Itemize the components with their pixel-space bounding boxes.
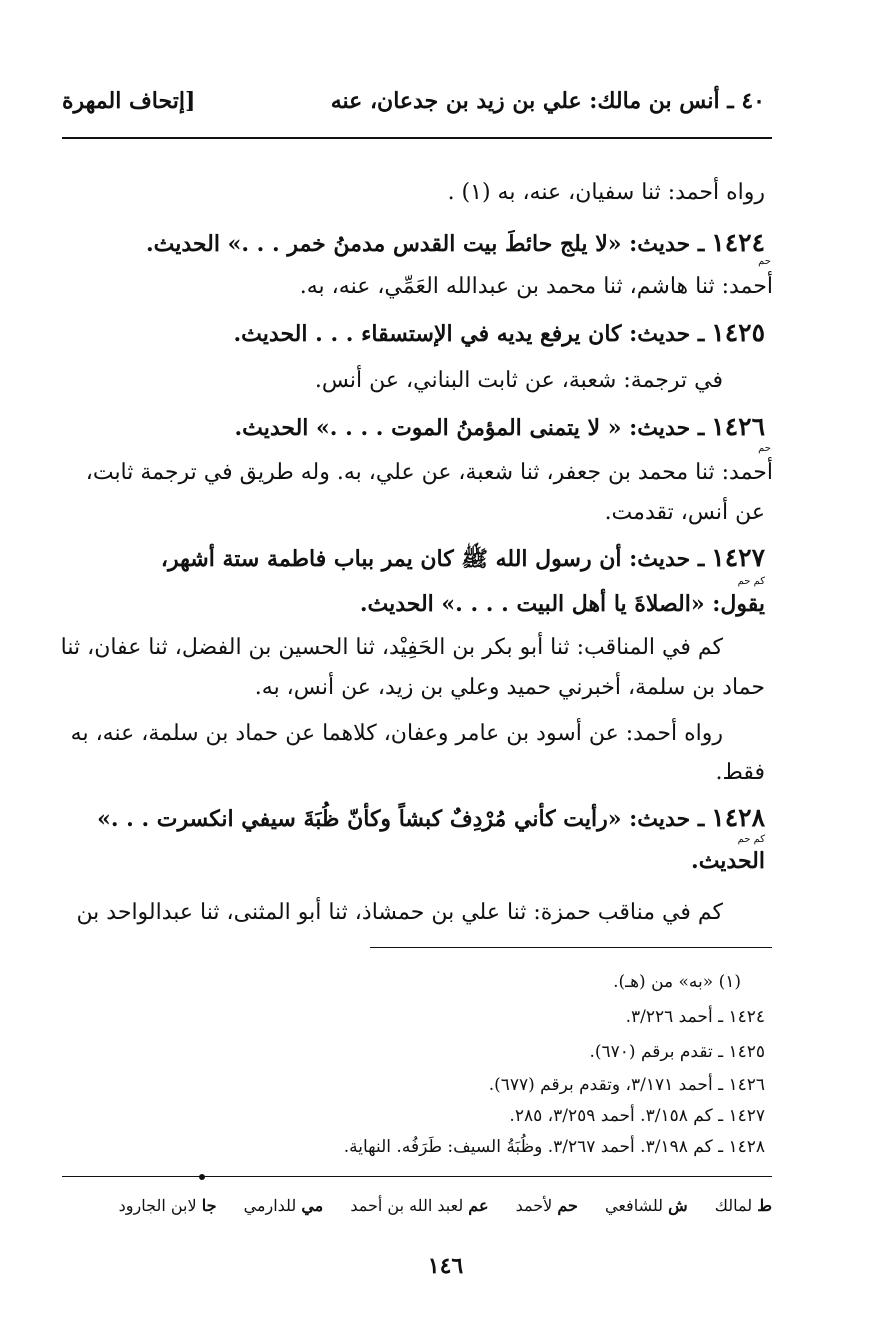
footnote-rule — [370, 947, 772, 948]
footnote: ١٤٢٦ ـ أحمد ٣/١٧١، وتقدم برقم (٦٧٧). — [488, 1075, 765, 1095]
text-line: أحمد: ثنا محمد بن جعفر، ثنا شعبة، عن علي، به. وله طريق في ترجمة ثابت، — [85, 460, 773, 485]
hadith-text: يقول: «الصلاةَ يا أهل البيت . . . .» الحديث. — [359, 591, 765, 617]
hadith-1425-heading — [234, 318, 765, 347]
hadith-number: ١٤٢٤ — [711, 228, 765, 257]
hadith-1428-heading — [97, 803, 765, 832]
footnote: ١٤٢٥ ـ تقدم برقم (٦٧٠). — [589, 1042, 765, 1062]
header-rule — [62, 137, 772, 139]
hadith-number: ١٤٢٥ — [711, 318, 765, 347]
text-line: رواه أحمد: ثنا سفيان، عنه، به (١) . — [447, 180, 765, 205]
hadith-1426-heading — [234, 412, 765, 441]
hadith-1424-heading — [146, 228, 765, 257]
keys-rule — [62, 1176, 772, 1177]
sigla-key-item: عم لعبد الله بن أحمد — [350, 1196, 489, 1215]
text-line: فقط. — [715, 760, 765, 785]
sigla-key-item: مي للدارمي — [243, 1196, 324, 1215]
text-line: رواه أحمد: عن أسود بن عامر وعفان، كلاهما عن حماد بن سلمة، عنه، به — [70, 721, 723, 746]
source-sigla: كم حم — [737, 576, 765, 587]
hadith-text: الحديث. — [691, 848, 765, 874]
footnote: (١) «به» من (هـ). — [613, 972, 741, 992]
hadith-1427-heading — [161, 543, 765, 577]
hadith-text: ـ حديث: أن رسول الله ﷺ كان يمر بباب فاطمة ستة أشهر، — [160, 546, 705, 572]
hadith-number: ١٤٢٧ — [711, 543, 765, 572]
footnote: ١٤٢٧ ـ كم ٣/١٥٨. أحمد ٣/٢٥٩، ٢٨٥. — [509, 1106, 765, 1126]
sigla-key-item: ط لمالك — [714, 1196, 772, 1215]
text-line: أحمد: ثنا هاشم، ثنا محمد بن عبدالله العَمِّي، عنه، به. — [299, 274, 773, 299]
hadith-text: ـ حديث: « لا يتمنى المؤمنُ الموت . . . .» الحديث. — [234, 415, 705, 441]
source-sigla: كم حم — [737, 834, 765, 845]
text-line: كم في المناقب: ثنا أبو بكر بن الحَفِيْد، ثنا الحسين بن الفضل، ثنا عفان، ثنا — [60, 635, 723, 660]
source-sigla: حم — [758, 443, 771, 454]
text-line: كم في مناقب حمزة: ثنا علي بن حمشاذ، ثنا أبو المثنى، ثنا عبدالواحد بن — [76, 900, 723, 925]
source-sigla: حم — [758, 256, 771, 267]
hadith-text: ـ حديث: «لا يلج حائطَ بيت القدس مدمنُ خمر . . .» الحديث. — [146, 231, 705, 257]
sigla-key-item: ش للشافعي — [605, 1196, 688, 1215]
text-line: حماد بن سلمة، أخبرني حميد وعلي بن زيد، عن أنس، به. — [254, 675, 765, 700]
footnote: ١٤٢٨ ـ كم ٣/١٩٨. أحمد ٣/٢٦٧. وظُبَةُ السيف: طَرَفُه. النهاية. — [343, 1137, 765, 1157]
sigla-key — [97, 1196, 772, 1215]
rule-dot — [199, 1174, 205, 1180]
sigla-key-item: جا لابن الجارود — [118, 1196, 217, 1215]
page-number: ١٤٦ — [427, 1253, 464, 1279]
running-header-book: [إتحاف المهرة — [62, 88, 196, 114]
running-header-chapter: ٤٠ ـ أنس بن مالك: علي بن زيد بن جدعان، عنه — [330, 88, 765, 114]
footnote: ١٤٢٤ ـ أحمد ٣/٢٢٦. — [625, 1007, 765, 1027]
hadith-number: ١٤٢٦ — [711, 412, 765, 441]
hadith-text: ـ حديث: «رأيت كأني مُرْدِفٌ كبشاً وكأنّ ظُبَةَ سيفي انكسرت . . .» — [97, 806, 705, 832]
text-line: عن أنس، تقدمت. — [604, 500, 765, 525]
hadith-text: ـ حديث: كان يرفع يديه في الإستسقاء . . . الحديث. — [233, 321, 705, 347]
hadith-number: ١٤٢٨ — [711, 803, 765, 832]
text-line: في ترجمة: شعبة، عن ثابت البناني، عن أنس. — [314, 368, 723, 393]
sigla-key-item: حم لأحمد — [515, 1196, 578, 1215]
